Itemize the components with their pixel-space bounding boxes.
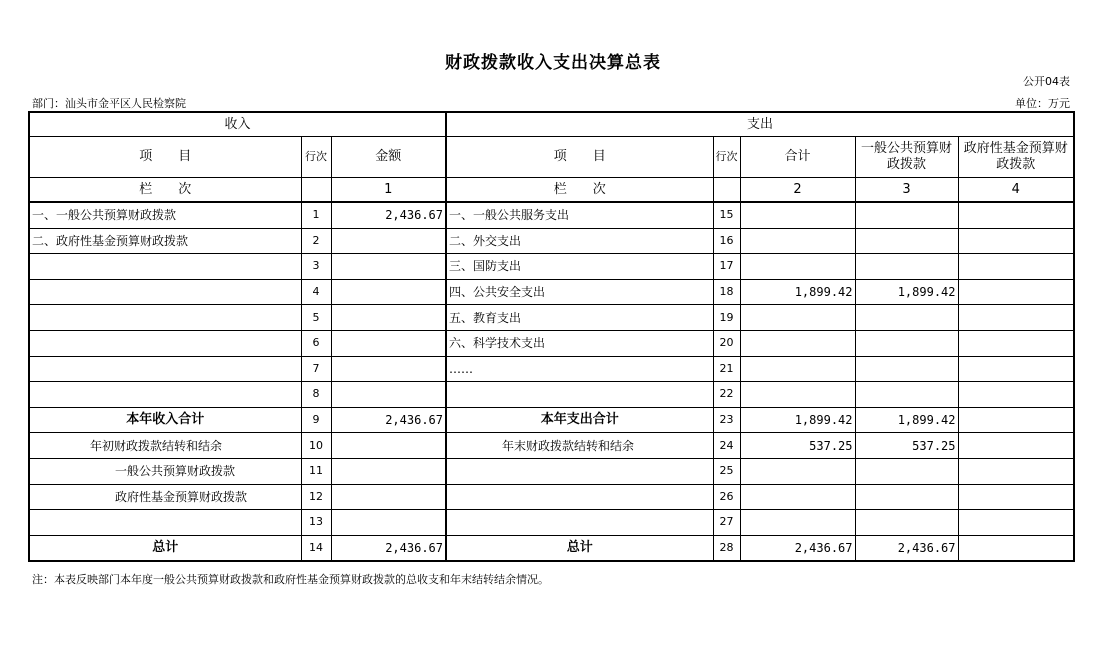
section-header-row bbox=[29, 112, 1074, 137]
table-row bbox=[29, 254, 1074, 280]
gov-fund-amount bbox=[958, 330, 1074, 356]
table-body bbox=[29, 202, 1074, 561]
gov-fund-amount bbox=[958, 279, 1074, 305]
income-item: 总计 bbox=[29, 535, 301, 561]
expense-total bbox=[740, 305, 855, 331]
general-budget-amount bbox=[855, 330, 958, 356]
expense-item-header: 项 目 bbox=[446, 137, 713, 178]
general-budget-amount bbox=[855, 202, 958, 228]
gov-fund-amount bbox=[958, 254, 1074, 280]
gov-fund-header: 政府性基金预算财政拨款 bbox=[958, 137, 1074, 178]
expense-total bbox=[740, 356, 855, 382]
table-row bbox=[29, 382, 1074, 408]
income-item: 一般公共预算财政拨款 bbox=[29, 458, 301, 484]
expense-total-header: 合计 bbox=[740, 137, 855, 178]
general-budget-amount: 537.25 bbox=[855, 433, 958, 459]
gov-fund-amount bbox=[958, 484, 1074, 510]
income-line-number: 4 bbox=[301, 279, 331, 305]
expense-item bbox=[446, 382, 713, 408]
income-line-number: 6 bbox=[301, 330, 331, 356]
expense-item bbox=[446, 484, 713, 510]
general-budget-amount bbox=[855, 305, 958, 331]
expense-line-number: 18 bbox=[713, 279, 740, 305]
footnote: 注：本表反映部门本年度一般公共预算财政拨款和政府性基金预算财政拨款的总收支和年末结转结余情况。 bbox=[32, 573, 549, 586]
expense-item: 三、国防支出 bbox=[446, 254, 713, 280]
expense-line-number: 20 bbox=[713, 330, 740, 356]
general-budget-amount: 2,436.67 bbox=[855, 535, 958, 561]
general-budget-amount bbox=[855, 510, 958, 536]
income-item: 二、政府性基金预算财政拨款 bbox=[29, 228, 301, 254]
income-column-label: 栏 次 bbox=[29, 178, 301, 203]
table-row bbox=[29, 202, 1074, 228]
expense-line-number: 28 bbox=[713, 535, 740, 561]
table-row bbox=[29, 356, 1074, 382]
income-item: 本年收入合计 bbox=[29, 407, 301, 433]
expense-line-number: 17 bbox=[713, 254, 740, 280]
general-budget-amount bbox=[855, 382, 958, 408]
income-item bbox=[29, 279, 301, 305]
income-item bbox=[29, 382, 301, 408]
income-amount bbox=[331, 382, 446, 408]
income-amount: 2,436.67 bbox=[331, 202, 446, 228]
income-line-number: 3 bbox=[301, 254, 331, 280]
column-header-row bbox=[29, 137, 1074, 178]
expense-item: 四、公共安全支出 bbox=[446, 279, 713, 305]
income-amount-header: 金额 bbox=[331, 137, 446, 178]
income-line-number: 2 bbox=[301, 228, 331, 254]
income-line-number: 9 bbox=[301, 407, 331, 433]
gov-fund-amount bbox=[958, 202, 1074, 228]
income-item bbox=[29, 305, 301, 331]
expense-item bbox=[446, 458, 713, 484]
expense-item: 二、外交支出 bbox=[446, 228, 713, 254]
expense-total bbox=[740, 458, 855, 484]
expense-total: 2,436.67 bbox=[740, 535, 855, 561]
gov-fund-amount bbox=[958, 356, 1074, 382]
income-header: 收入 bbox=[29, 112, 446, 137]
table-row bbox=[29, 330, 1074, 356]
income-line-header: 行次 bbox=[301, 137, 331, 178]
general-budget-amount bbox=[855, 484, 958, 510]
expense-line-number: 16 bbox=[713, 228, 740, 254]
page-title: 财政拨款收入支出决算总表 bbox=[445, 53, 661, 73]
income-line-number: 7 bbox=[301, 356, 331, 382]
expense-total: 1,899.42 bbox=[740, 407, 855, 433]
table-row bbox=[29, 484, 1074, 510]
expense-total: 537.25 bbox=[740, 433, 855, 459]
expense-line-number: 27 bbox=[713, 510, 740, 536]
income-amount: 2,436.67 bbox=[331, 407, 446, 433]
expense-total bbox=[740, 202, 855, 228]
income-item bbox=[29, 254, 301, 280]
gov-fund-amount bbox=[958, 228, 1074, 254]
income-item-header: 项 目 bbox=[29, 137, 301, 178]
income-amount bbox=[331, 228, 446, 254]
expense-header: 支出 bbox=[446, 112, 1074, 137]
income-item bbox=[29, 356, 301, 382]
general-budget-amount: 1,899.42 bbox=[855, 407, 958, 433]
expense-total bbox=[740, 484, 855, 510]
department-label: 部门：汕头市金平区人民检察院 bbox=[32, 97, 186, 110]
income-amount bbox=[331, 510, 446, 536]
income-line-number: 1 bbox=[301, 202, 331, 228]
expense-item bbox=[446, 510, 713, 536]
income-item: 年初财政拨款结转和结余 bbox=[29, 433, 301, 459]
expense-line-number: 15 bbox=[713, 202, 740, 228]
income-amount bbox=[331, 433, 446, 459]
income-amount: 2,436.67 bbox=[331, 535, 446, 561]
expense-total bbox=[740, 382, 855, 408]
expense-item: 本年支出合计 bbox=[446, 407, 713, 433]
column-number-3: 3 bbox=[855, 178, 958, 203]
table-row bbox=[29, 228, 1074, 254]
table-row bbox=[29, 279, 1074, 305]
budget-table bbox=[28, 111, 1075, 562]
expense-item: …… bbox=[446, 356, 713, 382]
income-line-number: 10 bbox=[301, 433, 331, 459]
table-row bbox=[29, 458, 1074, 484]
unit-label: 单位：万元 bbox=[1015, 97, 1070, 110]
expense-line-number: 24 bbox=[713, 433, 740, 459]
income-amount bbox=[331, 330, 446, 356]
general-budget-amount bbox=[855, 356, 958, 382]
expense-item: 总计 bbox=[446, 535, 713, 561]
expense-total bbox=[740, 254, 855, 280]
general-budget-amount bbox=[855, 458, 958, 484]
gov-fund-amount bbox=[958, 433, 1074, 459]
expense-item: 五、教育支出 bbox=[446, 305, 713, 331]
gov-fund-amount bbox=[958, 458, 1074, 484]
general-budget-amount bbox=[855, 228, 958, 254]
expense-line-number: 19 bbox=[713, 305, 740, 331]
income-item: 政府性基金预算财政拨款 bbox=[29, 484, 301, 510]
income-item: 一、一般公共预算财政拨款 bbox=[29, 202, 301, 228]
table-row bbox=[29, 305, 1074, 331]
expense-line-number: 23 bbox=[713, 407, 740, 433]
column-number-2: 2 bbox=[740, 178, 855, 203]
income-amount bbox=[331, 484, 446, 510]
expense-total bbox=[740, 510, 855, 536]
gov-fund-amount bbox=[958, 535, 1074, 561]
expense-line-number: 26 bbox=[713, 484, 740, 510]
income-amount bbox=[331, 254, 446, 280]
income-line-number: 8 bbox=[301, 382, 331, 408]
income-amount bbox=[331, 279, 446, 305]
expense-line-header: 行次 bbox=[713, 137, 740, 178]
income-line-number: 12 bbox=[301, 484, 331, 510]
income-line-number: 11 bbox=[301, 458, 331, 484]
expense-line-number: 21 bbox=[713, 356, 740, 382]
gov-fund-amount bbox=[958, 407, 1074, 433]
gov-fund-amount bbox=[958, 305, 1074, 331]
general-budget-amount bbox=[855, 254, 958, 280]
column-number-4: 4 bbox=[958, 178, 1074, 203]
expense-column-label: 栏 次 bbox=[446, 178, 713, 203]
expense-item: 年末财政拨款结转和结余 bbox=[446, 433, 713, 459]
expense-item: 一、一般公共服务支出 bbox=[446, 202, 713, 228]
income-line-number: 5 bbox=[301, 305, 331, 331]
income-item bbox=[29, 330, 301, 356]
income-line-number: 14 bbox=[301, 535, 331, 561]
expense-total bbox=[740, 228, 855, 254]
column-number-1: 1 bbox=[331, 178, 446, 203]
table-row bbox=[29, 510, 1074, 536]
income-amount bbox=[331, 356, 446, 382]
table-row bbox=[29, 433, 1074, 459]
column-number-row bbox=[29, 178, 1074, 203]
table-row bbox=[29, 535, 1074, 561]
income-amount bbox=[331, 305, 446, 331]
gov-fund-amount bbox=[958, 382, 1074, 408]
income-line-number: 13 bbox=[301, 510, 331, 536]
expense-total: 1,899.42 bbox=[740, 279, 855, 305]
income-amount bbox=[331, 458, 446, 484]
expense-item: 六、科学技术支出 bbox=[446, 330, 713, 356]
general-budget-header: 一般公共预算财政拨款 bbox=[855, 137, 958, 178]
general-budget-amount: 1,899.42 bbox=[855, 279, 958, 305]
expense-line-number: 25 bbox=[713, 458, 740, 484]
gov-fund-amount bbox=[958, 510, 1074, 536]
table-row bbox=[29, 407, 1074, 433]
form-number: 公开04表 bbox=[1023, 75, 1070, 88]
expense-total bbox=[740, 330, 855, 356]
income-item bbox=[29, 510, 301, 536]
expense-line-number: 22 bbox=[713, 382, 740, 408]
